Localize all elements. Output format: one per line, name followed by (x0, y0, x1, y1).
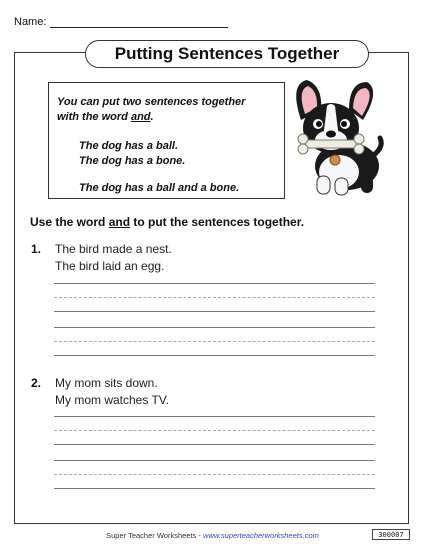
question-1-line-1: The bird made a nest. (55, 242, 172, 256)
name-label: Name: (14, 16, 47, 28)
answer-1-writing-line[interactable] (54, 311, 375, 312)
worksheet-title: Putting Sentences Together (85, 40, 369, 68)
question-1-line-2: The bird laid an egg. (55, 259, 165, 273)
answer-2-writing-line[interactable] (54, 444, 375, 445)
example-box (48, 82, 285, 199)
keyword-and: and (130, 111, 151, 123)
example-sentence-2: The dog has a bone. (79, 155, 186, 167)
question-2-text (55, 375, 169, 409)
question-1-number: 1. (31, 242, 42, 256)
answer-2-midline (54, 474, 375, 475)
footer (0, 531, 425, 540)
dog-with-bone-illustration (287, 76, 385, 198)
question-2-line-1: My mom sits down. (55, 376, 158, 390)
name-input-line[interactable] (50, 17, 228, 28)
worksheet-code: 300007 (372, 529, 410, 540)
example-sentence-1: The dog has a ball. (79, 140, 179, 152)
answer-1-writing-line[interactable] (54, 283, 375, 284)
instruction-keyword-and: and (108, 215, 131, 229)
footer-brand: Super Teacher Worksheets - (106, 531, 203, 540)
answer-1-writing-line[interactable] (54, 355, 375, 356)
question-2-line-2: My mom watches TV. (55, 393, 170, 407)
answer-1-midline (54, 297, 375, 298)
name-field-row (14, 16, 228, 28)
example-combined-sentence: The dog has a ball and a bone. (79, 182, 240, 194)
example-intro-line2: with the word and. (57, 111, 154, 123)
answer-1-midline (54, 341, 375, 342)
answer-2-writing-line[interactable] (54, 416, 375, 417)
answer-2-writing-line[interactable] (54, 488, 375, 489)
answer-1-writing-line[interactable] (54, 327, 375, 328)
example-intro-line1: You can put two sentences together (57, 96, 246, 108)
footer-site-link[interactable]: www.superteacherworksheets.com (202, 531, 319, 540)
answer-2-midline (54, 430, 375, 431)
question-2-number: 2. (31, 376, 42, 390)
answer-2-writing-line[interactable] (54, 460, 375, 461)
question-1-text (55, 241, 172, 275)
instruction-text: Use the word and to put the sentences together. (30, 215, 305, 229)
